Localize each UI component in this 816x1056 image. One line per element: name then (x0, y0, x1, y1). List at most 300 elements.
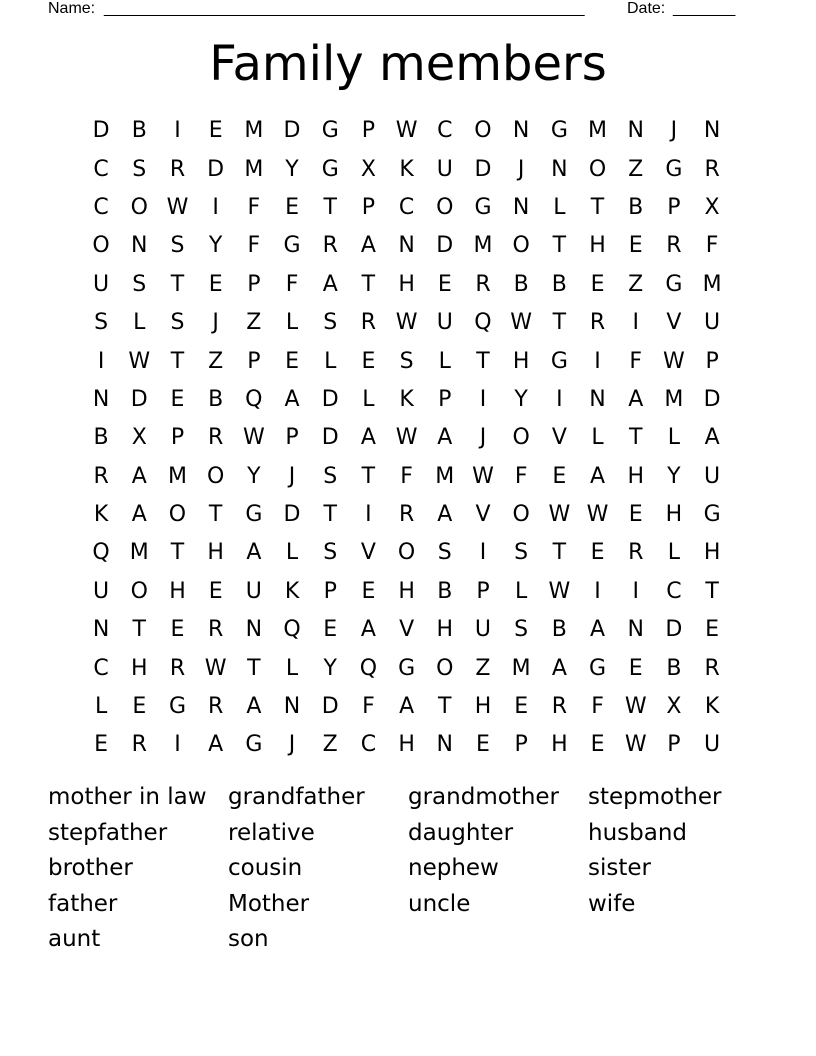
grid-letter: H (169, 578, 186, 604)
grid-letter: L (94, 694, 108, 720)
grid-letter: G (398, 655, 416, 681)
grid-letter: X (704, 194, 720, 220)
grid-letter: Y (247, 463, 261, 489)
grid-letter: K (704, 694, 720, 720)
grid-letter: B (131, 118, 147, 144)
grid-letter: A (246, 540, 262, 566)
grid-letter: N (627, 617, 644, 643)
grid-letter: T (323, 194, 337, 220)
grid-letter: S (132, 271, 147, 297)
grid-letter: P (170, 425, 185, 451)
grid-letter: G (665, 271, 683, 297)
grid-letter: W (472, 463, 494, 489)
grid-letter: G (321, 156, 339, 182)
grid-letter: M (664, 386, 684, 412)
grid-letter: K (284, 578, 300, 604)
grid-letter: E (590, 271, 605, 297)
grid-letter: O (168, 502, 187, 528)
grid-letter: D (474, 156, 492, 182)
grid-row (82, 573, 732, 611)
grid-letter: T (170, 348, 185, 374)
grid-letter: A (551, 655, 567, 681)
grid-letter: W (624, 694, 647, 720)
grid-letter: R (93, 463, 109, 489)
grid-letter: T (438, 694, 452, 720)
grid-letter: E (208, 578, 223, 604)
grid-letter: E (361, 578, 376, 604)
grid-letter: O (130, 194, 148, 220)
grid-letter: U (436, 310, 453, 336)
grid-letter: C (437, 118, 453, 144)
grid-row (82, 227, 732, 265)
grid-letter: G (550, 348, 568, 374)
grid-letter: R (398, 502, 415, 528)
grid-letter: S (323, 540, 338, 566)
grid-letter: A (322, 271, 338, 297)
grid-letter: L (438, 348, 451, 374)
grid-letter: Z (322, 732, 338, 758)
grid-letter: N (436, 732, 454, 758)
grid-letter: F (514, 463, 528, 489)
grid-letter: W (204, 655, 227, 681)
grid-letter: O (92, 233, 110, 259)
grid-letter: E (590, 540, 605, 566)
grid-letter: D (665, 617, 683, 643)
grid-letter: R (666, 233, 682, 259)
grid-letter: W (548, 502, 571, 528)
grid-letter: R (589, 310, 606, 336)
grid-letter: E (628, 233, 643, 259)
word-bank-item: son (228, 926, 269, 953)
grid-letter: Y (208, 233, 223, 259)
grid-letter: C (93, 194, 109, 220)
grid-letter: O (130, 578, 148, 604)
page-title: Family members (209, 36, 607, 92)
grid-letter: R (131, 732, 147, 758)
grid-letter: U (245, 578, 262, 604)
grid-letter: G (245, 502, 263, 528)
grid-letter: D (321, 386, 339, 412)
grid-letter: G (321, 118, 339, 144)
grid-letter: X (360, 156, 376, 182)
grid-letter: F (247, 233, 261, 259)
grid-letter: J (479, 425, 487, 451)
grid-letter: T (361, 271, 376, 297)
grid-letter: U (474, 617, 492, 643)
grid-letter: O (512, 233, 530, 259)
word-bank-item: nephew (408, 855, 499, 882)
grid-letter: A (284, 386, 300, 412)
grid-letter: D (283, 118, 301, 144)
grid-letter: Y (285, 156, 299, 182)
grid-letter: A (437, 425, 453, 451)
grid-letter: V (551, 425, 567, 451)
grid-letter: I (479, 386, 487, 412)
grid-letter: G (283, 233, 301, 259)
grid-letter: U (704, 732, 721, 758)
grid-letter: G (703, 502, 721, 528)
grid-letter: R (360, 310, 377, 336)
grid-letter: G (665, 156, 683, 182)
word-bank-item: mother in law (48, 784, 207, 810)
grid-letter: E (94, 732, 109, 758)
grid-letter: J (670, 118, 678, 144)
grid-letter: E (208, 118, 223, 144)
grid-letter: X (131, 425, 147, 451)
grid-row (82, 381, 732, 419)
grid-letter: H (627, 463, 644, 489)
grid-letter: U (93, 578, 110, 604)
grid-letter: T (247, 655, 261, 681)
grid-letter: D (703, 386, 721, 412)
grid-letter: U (436, 156, 453, 182)
grid-letter: L (591, 425, 604, 451)
grid-letter: V (475, 502, 491, 528)
word-bank-item: grandfather (228, 784, 365, 810)
grid-letter: E (323, 617, 338, 643)
name-label: Name: (48, 0, 96, 17)
grid-letter: M (244, 118, 264, 144)
grid-letter: G (474, 194, 492, 220)
grid-letter: I (556, 386, 563, 412)
grid-letter: B (551, 271, 567, 297)
grid-letter: T (590, 194, 605, 220)
grid-letter: N (245, 617, 263, 643)
grid-letter: L (362, 386, 375, 412)
grid-letter: I (174, 732, 181, 758)
grid-letter: E (285, 194, 299, 220)
grid-row (82, 342, 732, 380)
grid-row (82, 304, 732, 342)
grid-letter: D (207, 156, 225, 182)
grid-letter: N (131, 233, 148, 259)
grid-letter: L (324, 348, 337, 374)
grid-letter: E (132, 694, 147, 720)
grid-row (82, 726, 732, 764)
grid-letter: U (704, 310, 721, 336)
grid-letter: H (398, 732, 415, 758)
grid-row (82, 534, 732, 572)
grid-letter: S (170, 233, 185, 259)
grid-letter: I (594, 348, 601, 374)
grid-letter: P (514, 732, 528, 758)
grid-letter: S (514, 540, 529, 566)
grid-letter: F (591, 694, 604, 720)
grid-letter: T (628, 425, 643, 451)
grid-letter: N (512, 118, 530, 144)
grid-letter: P (361, 118, 376, 144)
grid-letter: R (704, 156, 720, 182)
grid-letter: Q (283, 617, 301, 643)
word-bank-item: relative (228, 819, 315, 846)
grid-row (82, 649, 732, 687)
grid-letter: P (247, 348, 261, 374)
grid-letter: B (513, 271, 529, 297)
grid-letter: S (132, 156, 147, 182)
grid-letter: I (632, 310, 639, 336)
grid-letter: M (167, 463, 187, 489)
grid-letter: O (588, 156, 607, 182)
grid-letter: L (515, 578, 528, 604)
grid-letter: A (360, 617, 376, 643)
grid-letter: H (131, 655, 148, 681)
word-bank-item: grandmother (408, 784, 560, 810)
word-bank-item: cousin (228, 855, 303, 882)
grid-letter: L (285, 655, 299, 681)
grid-letter: O (206, 463, 225, 489)
grid-letter: A (131, 502, 147, 528)
grid-letter: E (476, 732, 490, 758)
grid-letter: S (323, 310, 338, 336)
grid-letter: O (512, 502, 530, 528)
word-bank-item: brother (48, 855, 133, 882)
grid-letter: M (588, 118, 608, 144)
grid-letter: Z (208, 348, 224, 374)
grid-letter: E (285, 348, 299, 374)
grid-letter: T (552, 310, 567, 336)
grid-letter: R (208, 425, 224, 451)
grid-letter: E (361, 348, 376, 374)
grid-letter: A (590, 463, 606, 489)
grid-letter: S (399, 348, 414, 374)
grid-letter: M (244, 156, 264, 182)
grid-letter: R (169, 655, 186, 681)
grid-letter: F (285, 271, 299, 297)
grid-letter: H (589, 233, 606, 259)
grid-letter: Q (359, 655, 378, 681)
grid-letter: O (474, 118, 492, 144)
grid-letter: I (365, 502, 372, 528)
grid-letter: T (208, 502, 223, 528)
grid-letter: R (208, 617, 224, 643)
grid-letter: C (93, 655, 109, 681)
grid-letter: W (510, 310, 533, 336)
grid-letter: E (590, 732, 605, 758)
grid-letter: T (323, 502, 337, 528)
grid-letter: D (321, 425, 339, 451)
date-label: Date: (627, 0, 666, 17)
grid-letter: H (398, 578, 415, 604)
grid-letter: L (553, 194, 566, 220)
grid-letter: T (361, 463, 376, 489)
grid-letter: N (92, 386, 110, 412)
grid-letter: P (323, 578, 337, 604)
grid-letter: A (360, 233, 376, 259)
word-bank-item: husband (588, 819, 688, 846)
grid-letter: W (548, 578, 571, 604)
grid-letter: W (166, 194, 189, 220)
grid-letter: E (628, 502, 643, 528)
grid-letter: P (285, 425, 299, 451)
grid-letter: D (436, 233, 454, 259)
grid-letter: M (129, 540, 149, 566)
grid-letter: P (476, 578, 490, 604)
grid-row (82, 112, 732, 150)
grid-letter: M (473, 233, 493, 259)
grid-letter: N (512, 194, 530, 220)
grid-letter: Y (514, 386, 528, 412)
grid-letter: T (552, 540, 567, 566)
grid-letter: A (704, 425, 720, 451)
grid-letter: M (511, 655, 531, 681)
grid-letter: T (705, 578, 719, 604)
grid-letter: L (285, 310, 299, 336)
grid-letter: G (245, 732, 263, 758)
grid-letter: F (400, 463, 413, 489)
word-bank-item: wife (588, 890, 636, 917)
grid-letter: E (705, 617, 720, 643)
grid-letter: M (702, 271, 722, 297)
grid-letter: S (514, 617, 529, 643)
grid-letter: N (398, 233, 415, 259)
grid-letter: E (170, 386, 185, 412)
grid-row (82, 189, 732, 227)
grid-letter: K (399, 386, 414, 412)
word-bank-item: daughter (408, 819, 514, 846)
grid-row (82, 419, 732, 457)
grid-letter: B (93, 425, 109, 451)
grid-letter: B (628, 194, 644, 220)
grid-letter: R (322, 233, 338, 259)
grid-letter: D (283, 502, 301, 528)
word-bank-item: sister (588, 855, 651, 882)
grid-row (82, 458, 732, 496)
grid-letter: Q (474, 310, 492, 336)
grid-letter: H (436, 617, 454, 643)
grid-letter: N (589, 386, 606, 412)
grid-letter: W (624, 732, 647, 758)
grid-letter: H (703, 540, 721, 566)
grid-letter: I (479, 540, 487, 566)
grid-letter: T (170, 271, 185, 297)
grid-letter: A (628, 386, 644, 412)
grid-letter: R (704, 655, 720, 681)
grid-letter: L (285, 540, 299, 566)
grid-letter: T (476, 348, 490, 374)
grid-letter: O (397, 540, 416, 566)
grid-letter: A (360, 425, 376, 451)
grid-letter: V (360, 540, 376, 566)
grid-letter: O (436, 194, 454, 220)
grid-letter: H (512, 348, 530, 374)
grid-letter: E (170, 617, 185, 643)
grid-row (82, 266, 732, 304)
grid-letter: W (586, 502, 609, 528)
grid-letter: A (208, 732, 224, 758)
grid-letter: J (212, 310, 219, 336)
grid-letter: K (93, 502, 109, 528)
word-bank-item: aunt (48, 926, 101, 953)
grid-letter: E (628, 655, 643, 681)
grid-letter: V (666, 310, 682, 336)
grid-row (82, 688, 732, 726)
grid-letter: D (130, 386, 148, 412)
grid-letter: G (168, 694, 186, 720)
grid-letter: I (212, 194, 219, 220)
grid-letter: A (246, 694, 262, 720)
grid-letter: Y (667, 463, 681, 489)
word-bank-item: father (48, 890, 118, 917)
word-bank-item: stepfather (48, 819, 168, 846)
grid-letter: K (399, 156, 414, 182)
grid-letter: U (93, 271, 110, 297)
name-blank-line: ______________________________________________________ (104, 0, 585, 17)
grid-letter: F (629, 348, 643, 374)
word-bank (48, 780, 768, 958)
grid-letter: I (594, 578, 601, 604)
header (48, 0, 748, 20)
grid-letter: Z (475, 655, 491, 681)
grid-letter: R (169, 156, 186, 182)
grid-row (82, 496, 732, 534)
grid-letter: Q (92, 540, 110, 566)
grid-letter: T (552, 233, 567, 259)
letter-grid (82, 112, 732, 765)
grid-letter: H (207, 540, 224, 566)
grid-letter: D (92, 118, 110, 144)
grid-letter: R (475, 271, 491, 297)
grid-letter: R (208, 694, 224, 720)
grid-letter: H (551, 732, 568, 758)
grid-letter: X (666, 694, 682, 720)
grid-letter: S (94, 310, 109, 336)
grid-letter: G (550, 118, 568, 144)
grid-letter: P (705, 348, 719, 374)
grid-letter: A (131, 463, 147, 489)
grid-letter: H (474, 694, 492, 720)
grid-letter: B (208, 386, 224, 412)
grid-letter: E (552, 463, 567, 489)
grid-letter: C (93, 156, 109, 182)
grid-letter: W (242, 425, 265, 451)
grid-letter: G (589, 655, 607, 681)
grid-letter: W (395, 118, 418, 144)
grid-letter: I (97, 348, 105, 374)
grid-letter: F (247, 194, 261, 220)
grid-letter: V (399, 617, 415, 643)
grid-row (82, 150, 732, 188)
grid-letter: T (132, 617, 146, 643)
grid-letter: W (395, 425, 418, 451)
grid-letter: M (435, 463, 455, 489)
grid-letter: R (628, 540, 644, 566)
grid-letter: E (437, 271, 452, 297)
grid-letter: N (283, 694, 301, 720)
grid-letter: Z (246, 310, 262, 336)
grid-letter: B (666, 655, 682, 681)
grid-letter: S (437, 540, 452, 566)
grid-letter: W (395, 310, 418, 336)
grid-letter: H (665, 502, 683, 528)
grid-letter: E (208, 271, 223, 297)
grid-letter: N (551, 156, 568, 182)
grid-letter: L (133, 310, 146, 336)
grid-letter: I (174, 118, 181, 144)
grid-letter: O (436, 655, 454, 681)
grid-letter: B (437, 578, 453, 604)
grid-letter: B (551, 617, 567, 643)
grid-letter: P (667, 732, 681, 758)
grid-letter: O (512, 425, 530, 451)
grid-letter: A (399, 694, 415, 720)
grid-row (82, 611, 732, 649)
grid-letter: N (703, 118, 721, 144)
grid-letter: Q (245, 386, 263, 412)
grid-letter: D (321, 694, 339, 720)
grid-letter: Z (628, 271, 644, 297)
word-bank-item: uncle (408, 890, 471, 917)
grid-letter: I (632, 578, 639, 604)
